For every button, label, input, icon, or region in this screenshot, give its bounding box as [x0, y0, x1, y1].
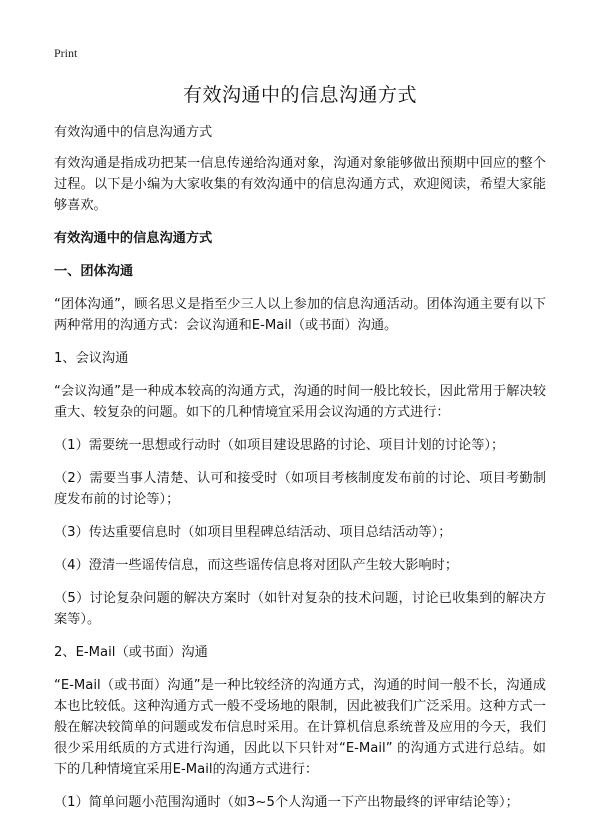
list-item: （1）简单问题小范围沟通时（如3~5个人沟通一下产出物最终的评审结论等）；: [54, 795, 519, 810]
list-item: （1）需要统一思想或行动时（如项目建设思路的讨论、项目计划的讨论等）；: [54, 438, 505, 453]
sub1-paragraph: “会议沟通”是一种成本较高的沟通方式，沟通的时间一般比较长，因此常用于解决较重大、较复杂的问题。如下的几种情境宜采用会议沟通的方式进行：: [54, 384, 546, 420]
part1-paragraph: “团体沟通”，顾名思义是指至少三人以上参加的信息沟通活动。团体沟通主要有以下两种常用的沟通方式：会议沟通和E-Mail（或书面）沟通。: [54, 297, 546, 333]
document-subtitle: 有效沟通中的信息沟通方式: [54, 125, 213, 140]
list-item: （4）澄清一些谣传信息，而这些谣传信息将对团队产生较大影响时；: [54, 558, 459, 573]
sub2-paragraph: “E-Mail（或书面）沟通”是一种比较经济的沟通方式，沟通的时间一般不长，沟通成本也比较低。这种沟通方式一般不受场地的限制，因此被我们广泛采用。这种方式一般在解决较简单的问题或发布信息时采用。在计算机信息系统普及应用的今天，我们很少采用纸质的方式进行沟通，因此以下只针对“E-Mail” 的沟通方式进行总结。如下的几种情境宜采用E-Mail的沟通方式进行：: [54, 678, 546, 777]
list-item: （3）传达重要信息时（如项目里程碑总结活动、项目总结活动等）；: [54, 525, 452, 540]
list-item: （2）需要当事人清楚、认可和接受时（如项目考核制度发布前的讨论、项目考勤制度发布前的讨论等）；: [54, 471, 546, 507]
sub2-heading: 2、E-Mail（或书面）沟通: [54, 645, 208, 660]
list-item: （5）讨论复杂问题的解决方案时（如针对复杂的技术问题，讨论已收集到的解决方案等）。: [54, 591, 546, 627]
print-label[interactable]: Print: [54, 46, 78, 60]
sub1-heading: 1、会议沟通: [54, 351, 129, 366]
intro-paragraph: 有效沟通是指成功把某一信息传递给沟通对象，沟通对象能够做出预期中回应的整个过程。以下是小编为大家收集的有效沟通中的信息沟通方式，欢迎阅读，希望大家能够喜欢。: [54, 156, 546, 213]
part1-heading: 一、团体沟通: [54, 264, 134, 279]
document-title: 有效沟通中的信息沟通方式: [182, 84, 417, 106]
document-body: [54, 122, 546, 825]
section-heading: 有效沟通中的信息沟通方式: [54, 231, 213, 246]
